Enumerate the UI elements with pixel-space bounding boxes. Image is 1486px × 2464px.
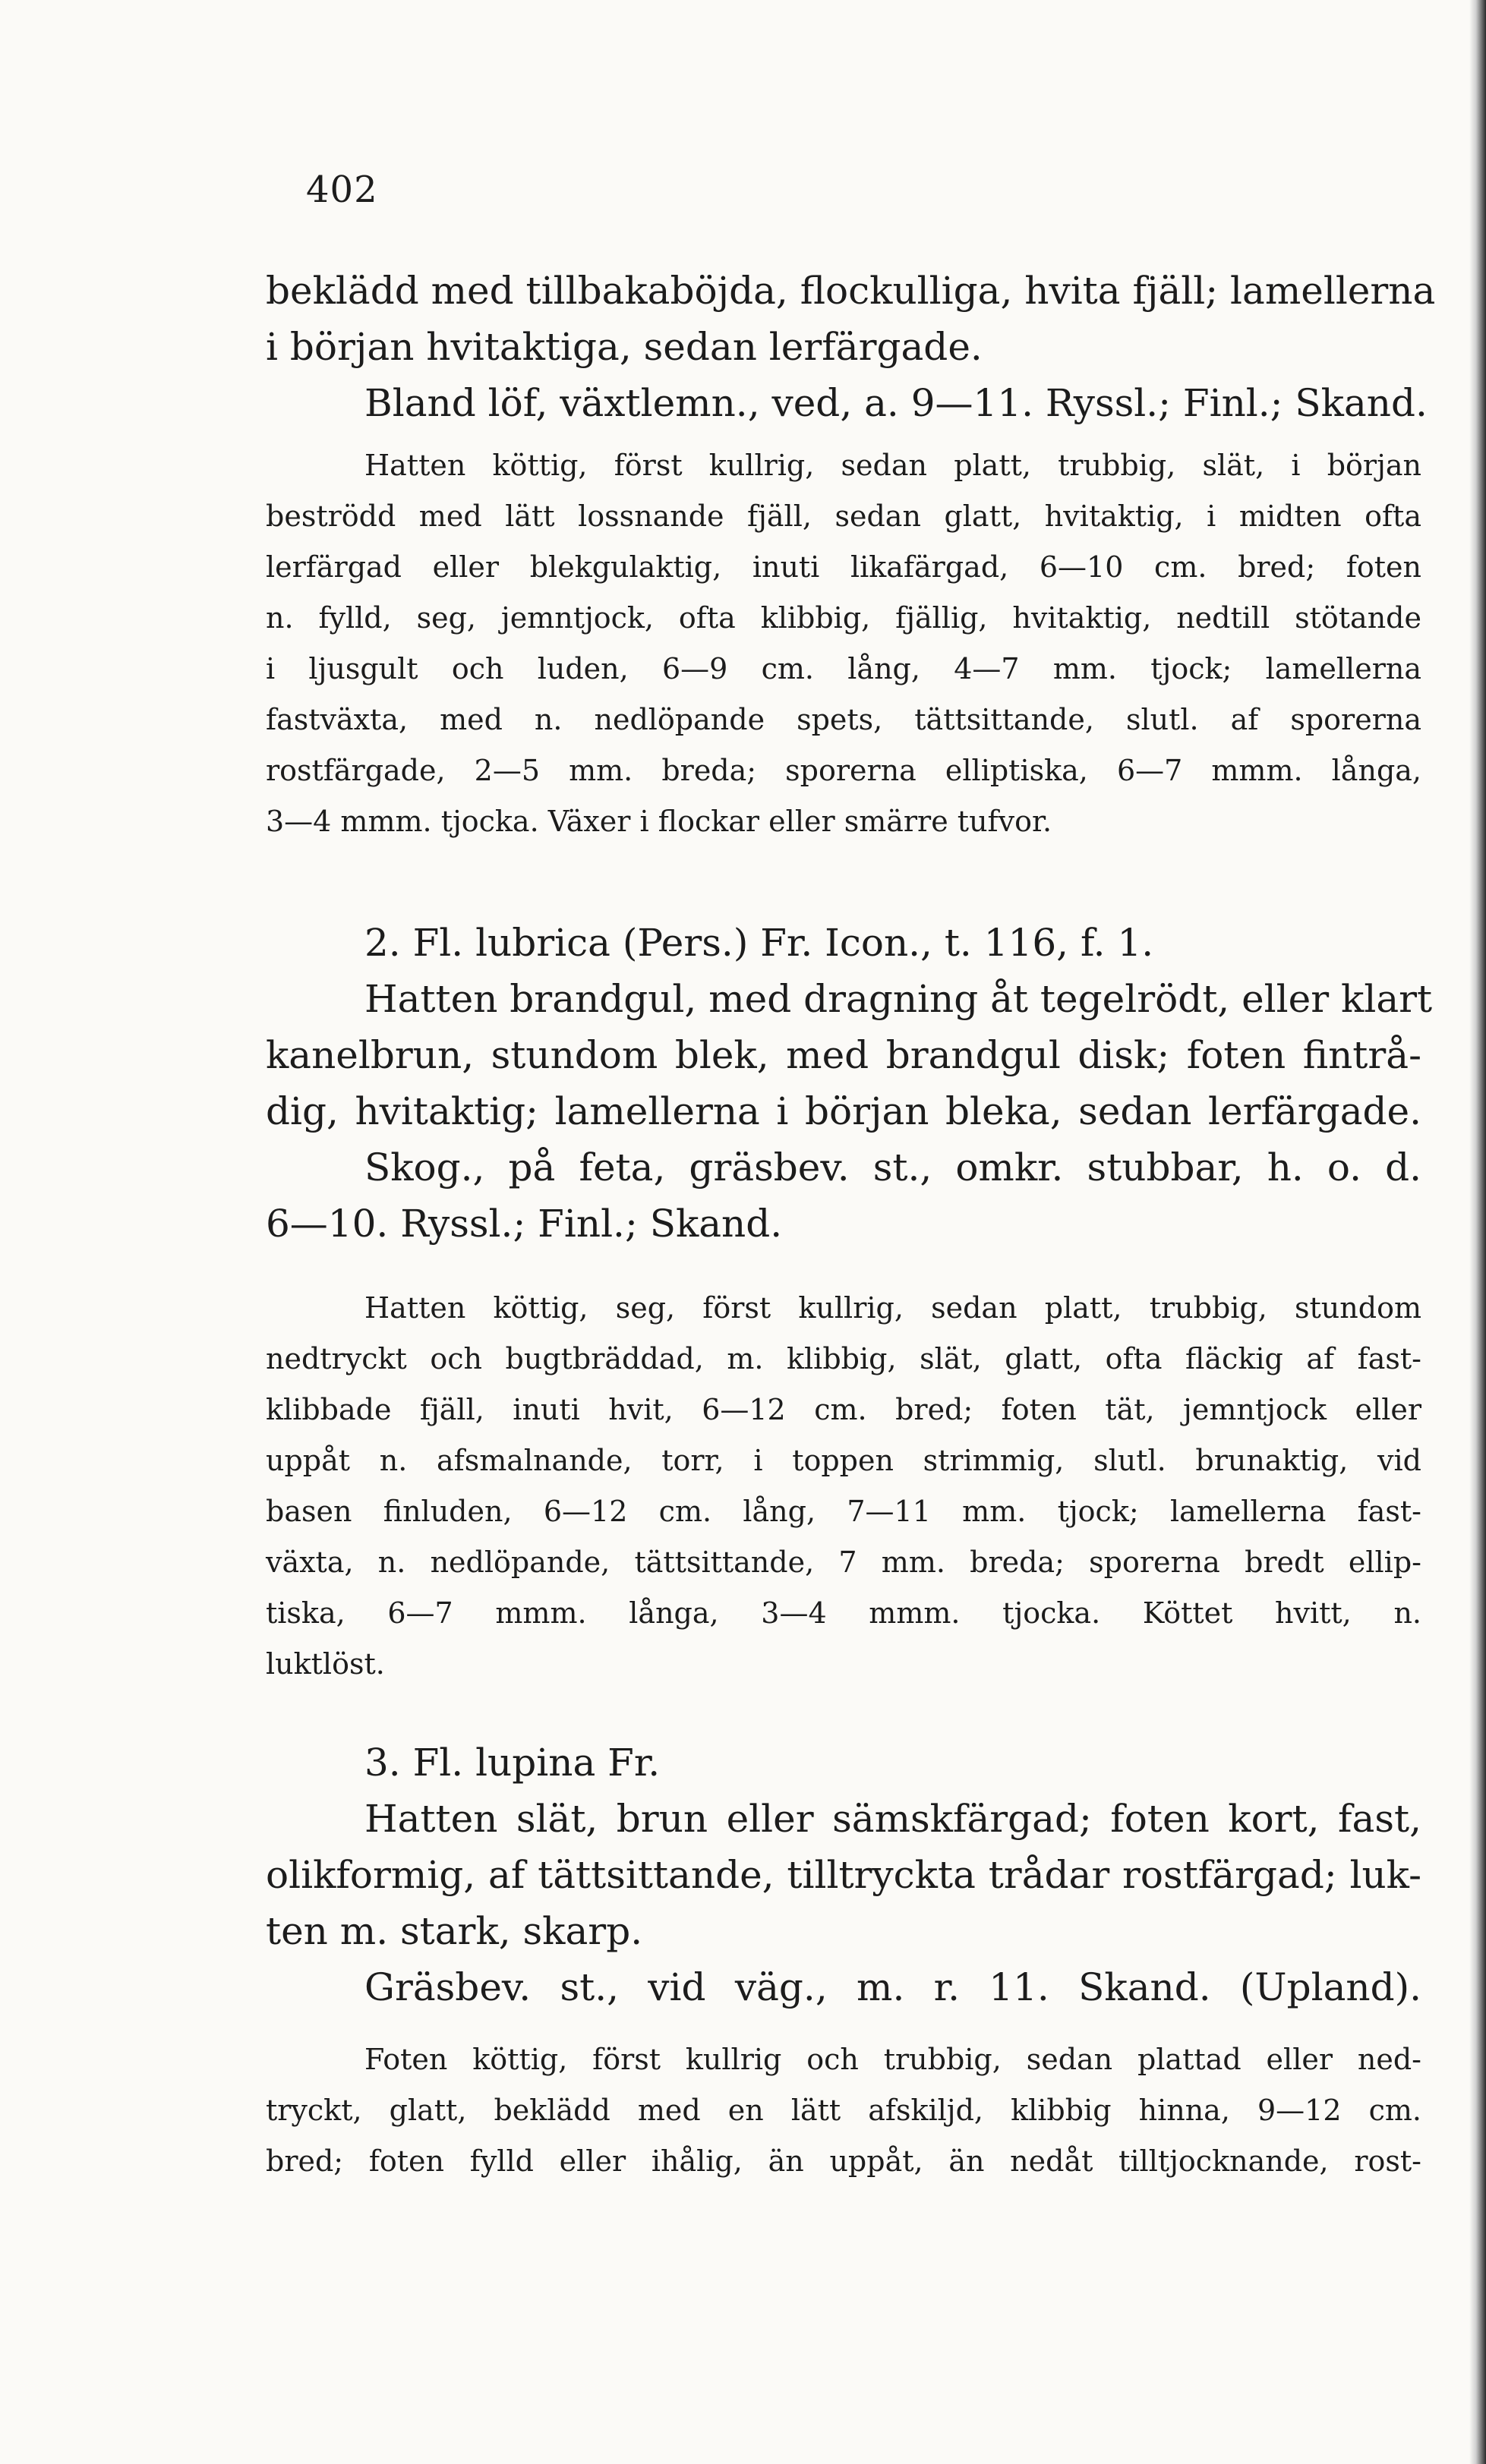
description-small-3 [266,2034,1421,2187]
habitat-line: Gräsbev. st., vid väg., m. r. 11. Skand. (Upland). [364,1965,1421,2009]
text-line: 3—4 mmm. tjocka. Växer i flockar eller smärre tufvor. [266,805,1052,838]
text-line: rostfärgade, 2—5 mm. breda; sporerna elliptiska, 6—7 mmm. långa, [266,754,1421,787]
text-line: ten m. stark, skarp. [266,1909,643,1953]
species-heading: 3. Fl. lupina Fr. [364,1741,661,1785]
text-line: Hatten köttig, först kullrig, sedan platt, trubbig, slät, i början [364,449,1421,482]
text-line: beklädd med tillbakaböjda, flockulliga, hvita fjäll; lamellerna [266,269,1436,313]
text-line: 6—10. Ryssl.; Finl.; Skand. [266,1202,783,1246]
text-line: fastväxta, med n. nedlöpande spets, tättsittande, slutl. af sporerna [266,703,1421,736]
species-entry-lubrica [266,915,1433,1252]
habitat-line: Skog., på feta, gräsbev. st., omkr. stubbar, h. o. d. [364,1145,1421,1189]
species-entry-lupina [266,1735,1421,2015]
description-small-2 [266,1283,1421,1690]
text-line: Hatten slät, brun eller sämskfärgad; foten kort, fast, [364,1797,1421,1841]
text-line: växta, n. nedlöpande, tättsittande, 7 mm. breda; sporerna bredt ellip- [266,1546,1421,1579]
text-line: lerfärgad eller blekgulaktig, inuti likafärgad, 6—10 cm. bred; foten [266,550,1421,584]
page-edge-shadow [1469,0,1486,2464]
text-line: beströdd med lätt lossnande fjäll, sedan glatt, hvitaktig, i midten ofta [266,499,1421,533]
page-number: 402 [306,169,378,211]
text-line: Hatten brandgul, med dragning åt tegelrödt, eller klart [364,977,1433,1021]
text-line: i början hvitaktiga, sedan lerfärgade. [266,325,983,369]
text-line: bred; foten fylld eller ihålig, än uppåt, än nedåt tilltjocknande, rost- [266,2144,1421,2178]
text-line: olikformig, af tättsittande, tilltryckta trådar rostfärgad; luk- [266,1853,1421,1897]
text-line: n. fylld, seg, jemntjock, ofta klibbig, fjällig, hvitaktig, nedtill stötande [266,601,1421,635]
text-line: nedtryckt och bugtbräddad, m. klibbig, slät, glatt, ofta fläckig af fast- [266,1342,1421,1375]
text-line: kanelbrun, stundom blek, med brandgul disk; foten fintrå- [266,1033,1421,1077]
text-line: tryckt, glatt, beklädd med en lätt afskiljd, klibbig hinna, 9—12 cm. [266,2094,1421,2127]
text-line: i ljusgult och luden, 6—9 cm. lång, 4—7 mm. tjock; lamellerna [266,652,1421,685]
text-line: dig, hvitaktig; lamellerna i början bleka, sedan lerfärgade. [266,1089,1421,1133]
species-heading: 2. Fl. lubrica (Pers.) Fr. Icon., t. 116, f. 1. [364,921,1154,965]
habitat-line: Bland löf, växtlemn., ved, a. 9—11. Ryssl.; Finl.; Skand. [364,381,1428,425]
text-line: Hatten köttig, seg, först kullrig, sedan platt, trubbig, stundom [364,1291,1421,1325]
text-line: uppåt n. afsmalnande, torr, i toppen strimmig, slutl. brunaktig, vid [266,1444,1421,1477]
text-line: tiska, 6—7 mmm. långa, 3—4 mmm. tjocka. Köttet hvitt, n. [266,1596,1421,1630]
text-line: luktlöst. [266,1647,385,1681]
text-line: Foten köttig, först kullrig och trubbig, sedan plattad eller ned- [364,2043,1421,2076]
text-line: klibbade fjäll, inuti hvit, 6—12 cm. bred; foten tät, jemntjock eller [266,1393,1421,1426]
entry-continuation [266,263,1436,431]
text-line: basen finluden, 6—12 cm. lång, 7—11 mm. tjock; lamellerna fast- [266,1495,1421,1528]
description-small-1 [266,440,1421,847]
